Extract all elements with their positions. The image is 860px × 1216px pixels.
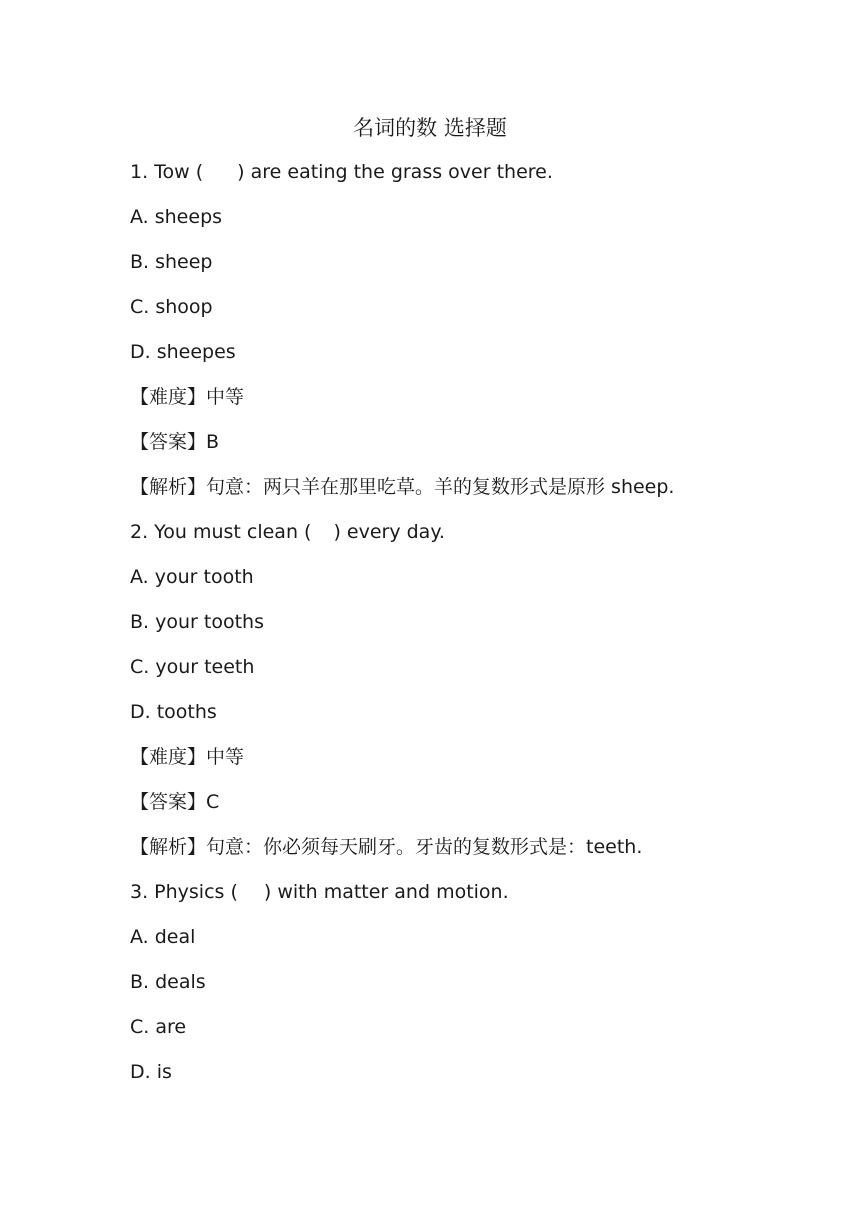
option-b: B. sheep: [130, 251, 213, 273]
question-list: [130, 157, 810, 1102]
option-d: D. tooths: [130, 701, 217, 723]
question-stem: [130, 157, 810, 187]
question-stem: [130, 877, 810, 907]
stem-text-after: ) every day.: [333, 521, 445, 543]
analysis: 【解析】句意：你必须每天刷牙。牙齿的复数形式是：teeth.: [130, 836, 643, 858]
option-c: C. are: [130, 1016, 187, 1038]
stem-text-before: 2. You must clean (: [130, 521, 312, 543]
option-d: D. is: [130, 1061, 172, 1083]
stem-text-before: 1. Tow (: [130, 161, 204, 183]
question-stem: [130, 517, 810, 547]
option-a: A. deal: [130, 926, 196, 948]
stem-text-before: 3. Physics (: [130, 881, 238, 903]
option-c: C. your teeth: [130, 656, 255, 678]
page-title: 名词的数 选择题: [353, 116, 507, 140]
answer: 【答案】B: [130, 431, 220, 453]
analysis: 【解析】句意：两只羊在那里吃草。羊的复数形式是原形 sheep.: [130, 476, 675, 498]
answer: 【答案】C: [130, 791, 220, 813]
option-d: D. sheepes: [130, 341, 236, 363]
option-c: C. shoop: [130, 296, 213, 318]
stem-text-after: ) are eating the grass over there.: [237, 161, 553, 183]
difficulty: 【难度】中等: [130, 746, 245, 768]
option-b: B. deals: [130, 971, 206, 993]
option-b: B. your tooths: [130, 611, 264, 633]
stem-text-after: ) with matter and motion.: [263, 881, 509, 903]
option-a: A. your tooth: [130, 566, 254, 588]
difficulty: 【难度】中等: [130, 386, 245, 408]
option-a: A. sheeps: [130, 206, 223, 228]
